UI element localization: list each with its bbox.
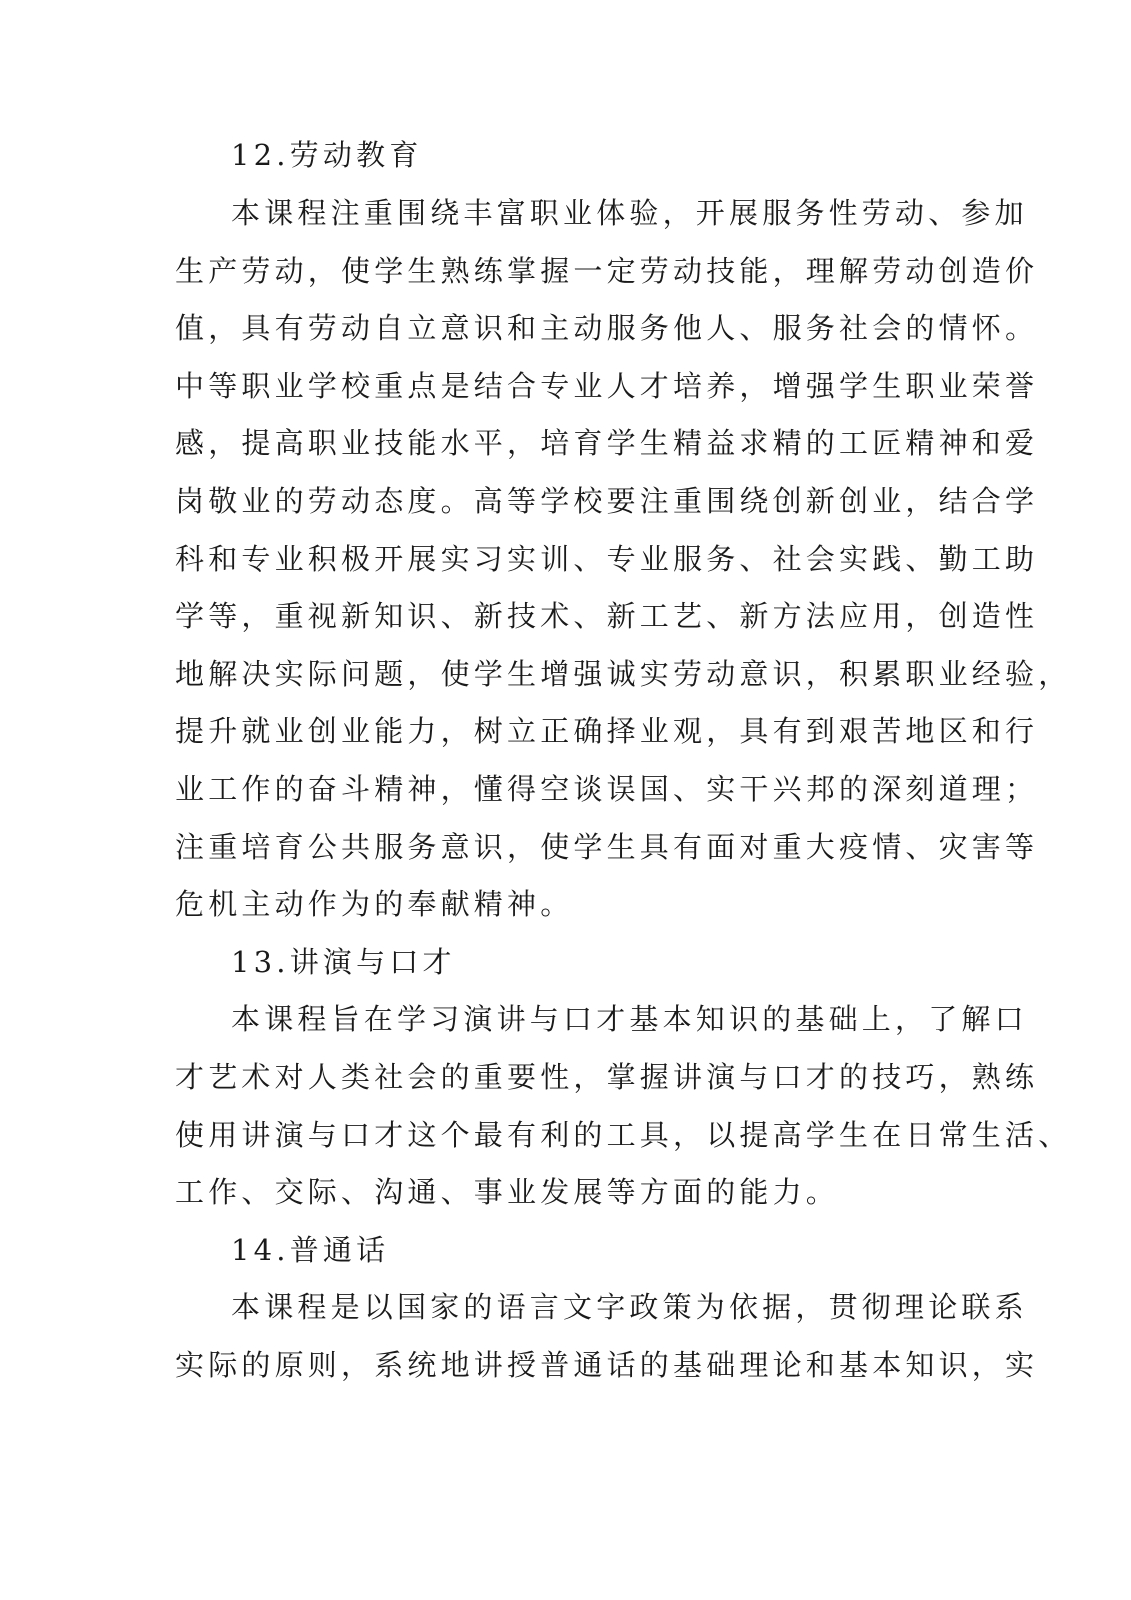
- paragraph-line: 危机主动作为的奉献精神。: [175, 887, 574, 921]
- paragraph-line: 注重培育公共服务意识，使学生具有面对重大疫情、灾害等: [175, 830, 1039, 864]
- paragraph-line: 科和专业积极开展实习实训、专业服务、社会实践、勤工助: [175, 542, 1039, 576]
- section-heading-12: 12.劳动教育: [231, 138, 423, 172]
- paragraph-line: 本课程是以国家的语言文字政策为依据，贯彻理论联系: [231, 1290, 1028, 1324]
- paragraph-line: 才艺术对人类社会的重要性，掌握讲演与口才的技巧，熟练: [175, 1060, 1039, 1094]
- paragraph-line: 本课程注重围绕丰富职业体验，开展服务性劳动、参加: [231, 196, 1028, 230]
- paragraph-line: 感，提高职业技能水平，培育学生精益求精的工匠精神和爱: [175, 426, 1039, 460]
- section-heading-13: 13.讲演与口才: [231, 945, 456, 979]
- section-heading-14: 14.普通话: [231, 1233, 390, 1267]
- paragraph-line: 岗敬业的劳动态度。高等学校要注重围绕创新创业，结合学: [175, 484, 1039, 518]
- paragraph-line: 地解决实际问题，使学生增强诚实劳动意识，积累职业经验，: [175, 657, 1072, 691]
- paragraph-line: 使用讲演与口才这个最有利的工具，以提高学生在日常生活、: [175, 1118, 1072, 1152]
- paragraph-line: 学等，重视新知识、新技术、新工艺、新方法应用，创造性: [175, 599, 1039, 633]
- paragraph-line: 值，具有劳动自立意识和主动服务他人、服务社会的情怀。: [175, 311, 1039, 345]
- paragraph-line: 本课程旨在学习演讲与口才基本知识的基础上，了解口: [231, 1002, 1028, 1036]
- paragraph-line: 业工作的奋斗精神，懂得空谈误国、实干兴邦的深刻道理；: [175, 772, 1039, 806]
- paragraph-line: 中等职业学校重点是结合专业人才培养，增强学生职业荣誉: [175, 369, 1039, 403]
- paragraph-line: 工作、交际、沟通、事业发展等方面的能力。: [175, 1175, 840, 1209]
- paragraph-line: 生产劳动，使学生熟练掌握一定劳动技能，理解劳动创造价: [175, 254, 1039, 288]
- paragraph-line: 实际的原则，系统地讲授普通话的基础理论和基本知识，实: [175, 1348, 1039, 1382]
- paragraph-line: 提升就业创业能力，树立正确择业观，具有到艰苦地区和行: [175, 714, 1039, 748]
